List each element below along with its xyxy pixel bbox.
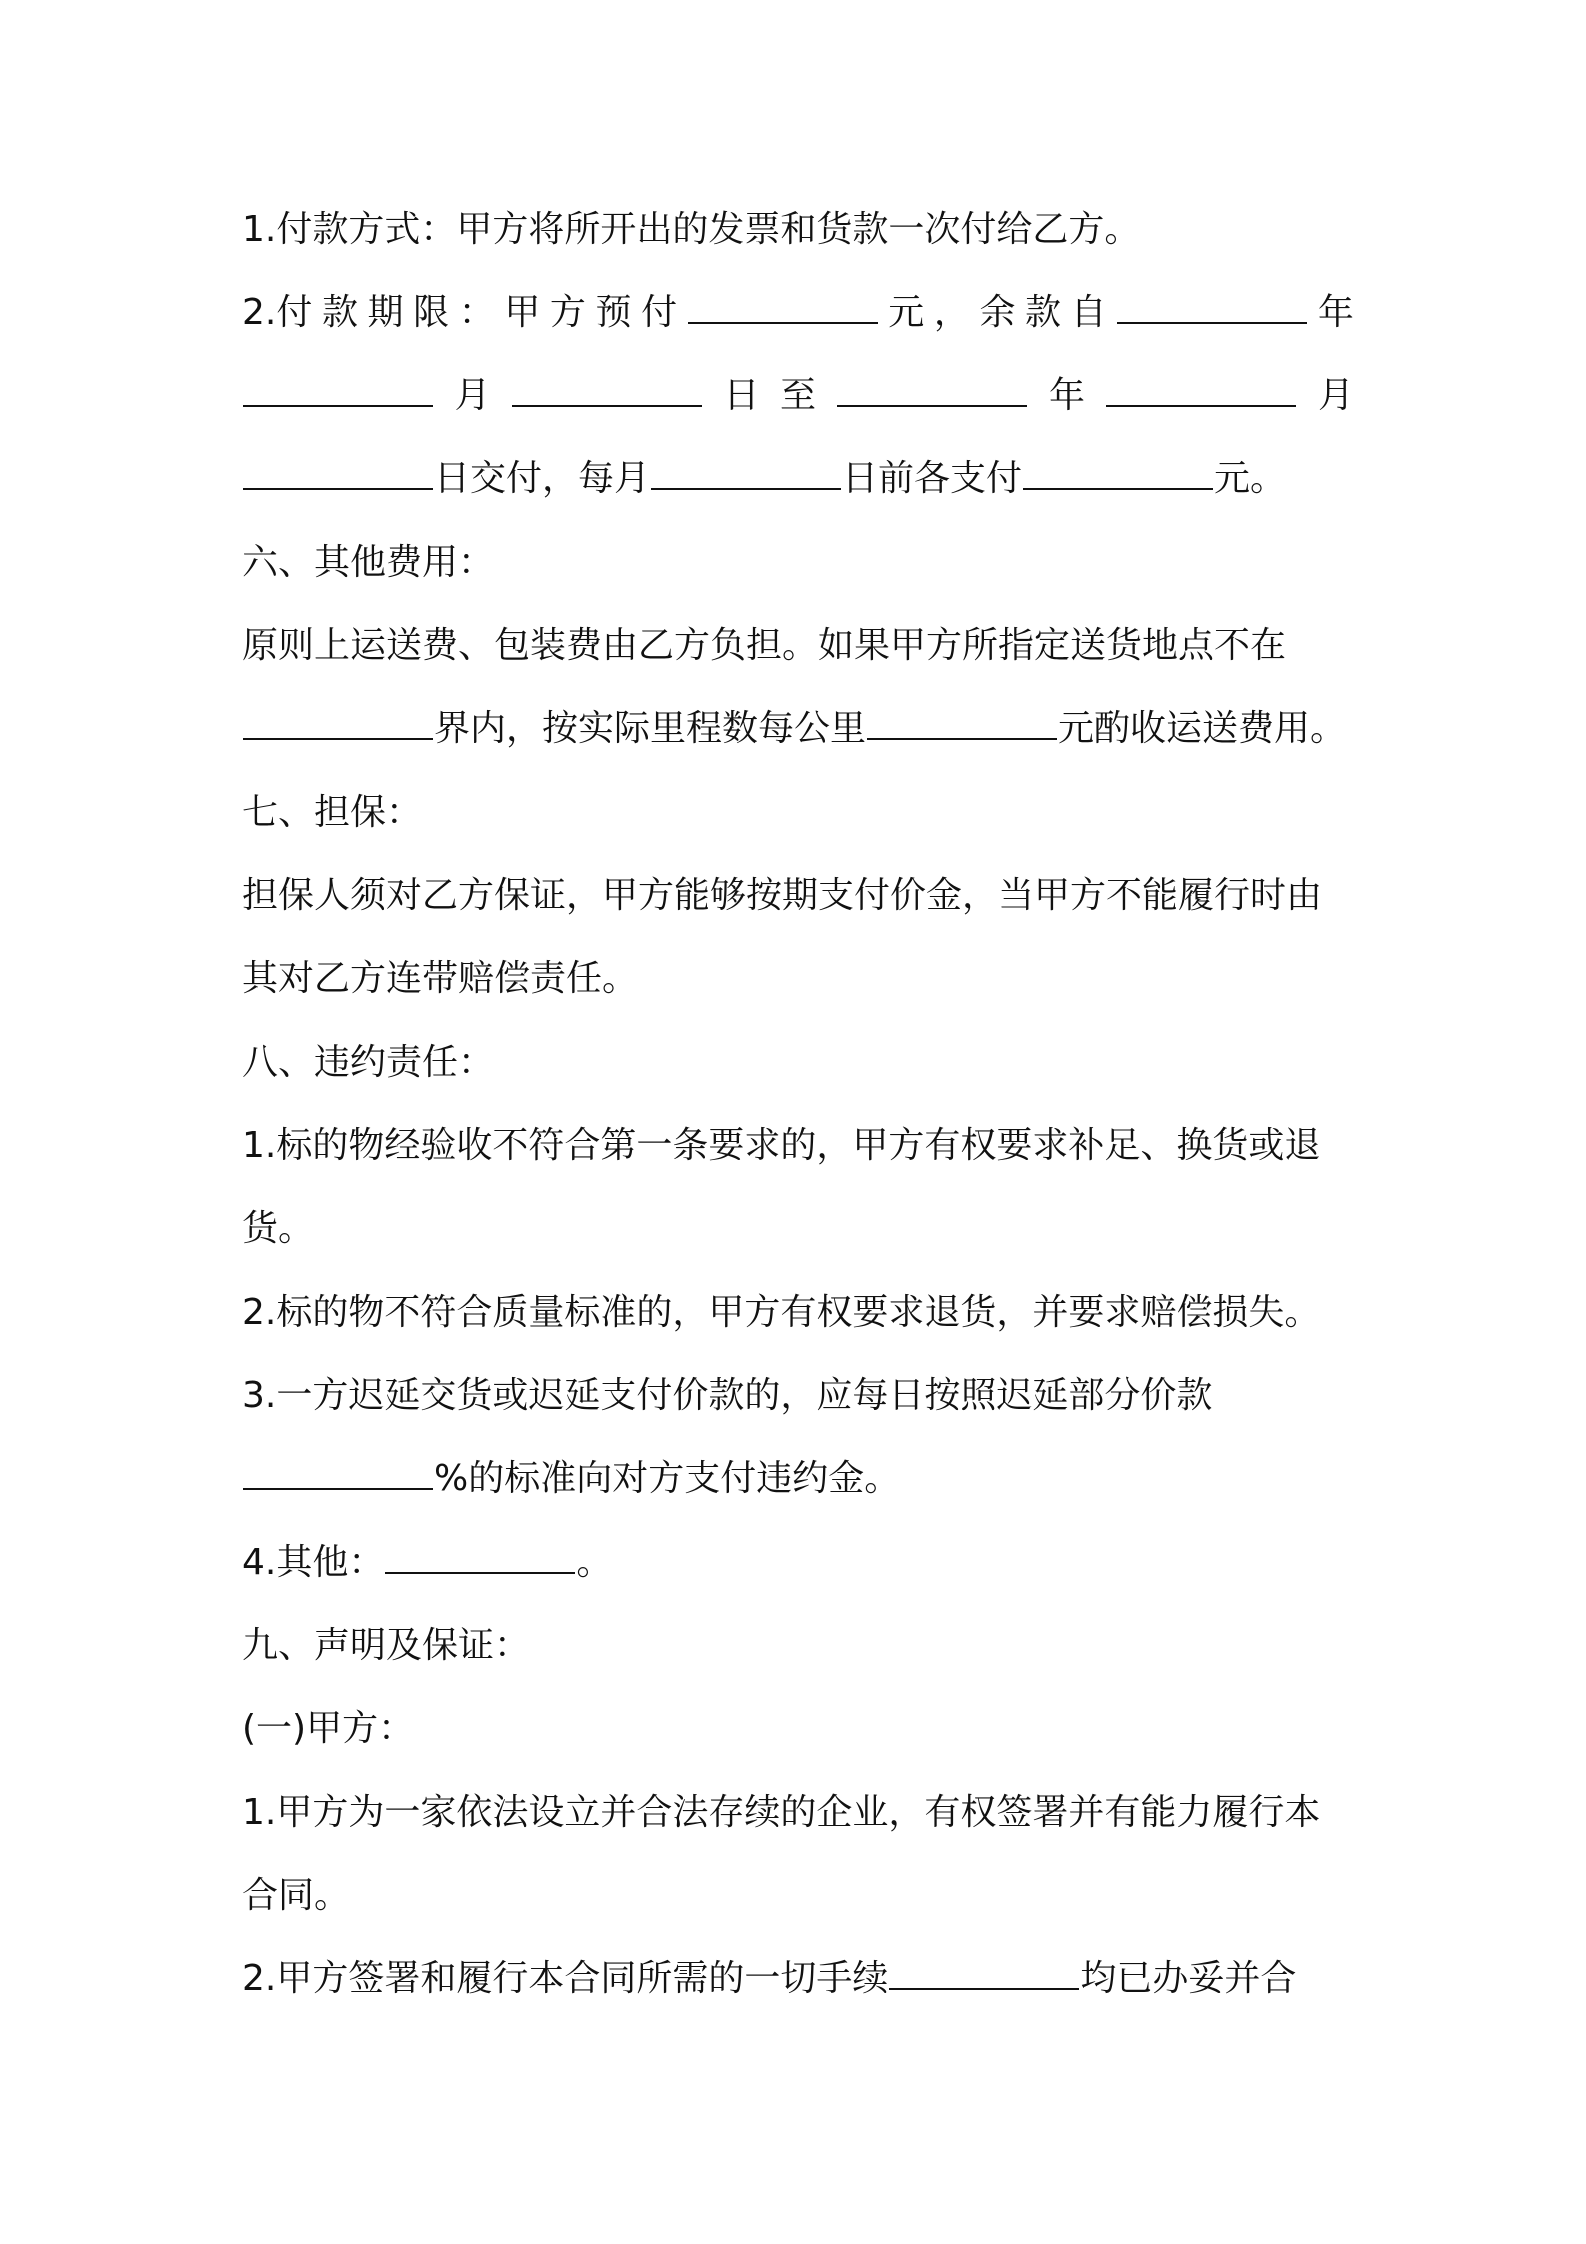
text-segment: ， <box>933 292 970 333</box>
text-segment: 月 <box>454 375 491 416</box>
text-segment: 日前各支付 <box>842 458 1023 499</box>
subsection-heading-text: (一)甲方： <box>242 1708 415 1749</box>
text-segment: 至 <box>779 375 816 416</box>
payment-method-text: 1.付款方式：甲方将所开出的发票和货款一次付给乙方。 <box>242 209 1141 250</box>
text-segment: 年 <box>1317 292 1354 333</box>
paragraph-line <box>242 1122 1354 1170</box>
text-segment: %的标准向对方支付违约金。 <box>434 1458 901 1499</box>
text-segment: 2.甲方签署和履行本合同所需的一切手续 <box>242 1958 889 1999</box>
paragraph-line <box>242 955 1354 1003</box>
blank-underline <box>385 1542 575 1574</box>
text-segment: 年 <box>1048 375 1085 416</box>
paragraph-text: 2.标的物不符合质量标准的，甲方有权要求退货，并要求赔偿损失。 <box>242 1292 1321 1333</box>
text-segment: 4.其他： <box>242 1542 385 1583</box>
penalty-rate-line <box>242 1455 1354 1503</box>
text-segment: 月 <box>1317 375 1354 416</box>
paragraph-text: 其对乙方连带赔偿责任。 <box>242 958 639 999</box>
paragraph-line <box>242 1789 1354 1837</box>
text-segment: 元酌收运送费用。 <box>1058 708 1347 749</box>
blank-underline <box>1106 375 1296 407</box>
paragraph-line <box>242 622 1354 670</box>
blank-underline <box>1023 458 1213 490</box>
blank-underline <box>243 458 433 490</box>
paragraph-text: 货。 <box>242 1208 315 1249</box>
text-segment: 款 <box>321 292 358 333</box>
blank-underline <box>243 1458 433 1490</box>
text-segment: 付 <box>641 292 678 333</box>
section-heading-declarations <box>242 1622 1354 1670</box>
text-segment: 限 <box>413 292 450 333</box>
subsection-heading-party-a <box>242 1705 1354 1753</box>
paragraph-text: 1.标的物经验收不符合第一条要求的，甲方有权要求补足、换货或退 <box>242 1125 1321 1166</box>
paragraph-line <box>242 1289 1354 1337</box>
text-segment: 元。 <box>1214 458 1287 499</box>
text-segment: 日交付，每月 <box>434 458 651 499</box>
blank-underline <box>512 375 702 407</box>
section-heading-text: 八、违约责任： <box>242 1042 495 1083</box>
text-segment: 。 <box>576 1542 613 1583</box>
paragraph-text: 3.一方迟延交货或迟延支付价款的，应每日按照迟延部分价款 <box>242 1375 1213 1416</box>
text-segment: ： <box>458 292 495 333</box>
blank-underline <box>837 375 1027 407</box>
blank-underline <box>889 1958 1079 1990</box>
blank-underline <box>688 292 878 324</box>
section-heading-text: 六、其他费用： <box>242 542 495 583</box>
payment-term-line <box>242 289 1354 337</box>
section-heading-text: 七、担保： <box>242 792 423 833</box>
text-segment: 界内，按实际里程数每公里 <box>434 708 867 749</box>
paragraph-line <box>242 872 1354 920</box>
text-segment: 期 <box>367 292 404 333</box>
text-segment: 余 <box>979 292 1016 333</box>
blank-underline <box>651 458 841 490</box>
paragraph-line <box>242 1872 1354 1920</box>
paragraph-line <box>242 1372 1354 1420</box>
payment-method-line <box>242 206 1354 254</box>
text-segment: 甲 <box>504 292 541 333</box>
text-segment: 日 <box>723 375 760 416</box>
paragraph-text: 原则上运送费、包装费由乙方负担。如果甲方所指定送货地点不在 <box>242 625 1287 666</box>
blank-underline <box>1117 292 1307 324</box>
payment-installment-line <box>242 455 1354 503</box>
payment-term-dates-line <box>242 372 1354 420</box>
text-segment: 2.付 <box>242 292 313 333</box>
blank-underline <box>243 375 433 407</box>
procedures-line <box>242 1955 1354 2003</box>
text-segment: 自 <box>1070 292 1107 333</box>
text-segment: 款 <box>1025 292 1062 333</box>
text-segment: 元 <box>888 292 925 333</box>
shipping-fee-line <box>242 705 1354 753</box>
section-heading-guarantee <box>242 789 1354 837</box>
blank-underline <box>243 708 433 740</box>
text-segment: 方 <box>549 292 586 333</box>
paragraph-text: 1.甲方为一家依法设立并合法存续的企业，有权签署并有能力履行本 <box>242 1792 1321 1833</box>
section-heading-text: 九、声明及保证： <box>242 1625 531 1666</box>
text-segment: 均已办妥并合 <box>1080 1958 1297 1999</box>
paragraph-line <box>242 1205 1354 1253</box>
paragraph-text: 担保人须对乙方保证，甲方能够按期支付价金，当甲方不能履行时由 <box>242 875 1323 916</box>
section-heading-liability <box>242 1039 1354 1087</box>
text-segment: 预 <box>595 292 632 333</box>
other-clause-line <box>242 1539 1354 1587</box>
blank-underline <box>867 708 1057 740</box>
section-heading-other-fees <box>242 539 1354 587</box>
paragraph-text: 合同。 <box>242 1875 351 1916</box>
